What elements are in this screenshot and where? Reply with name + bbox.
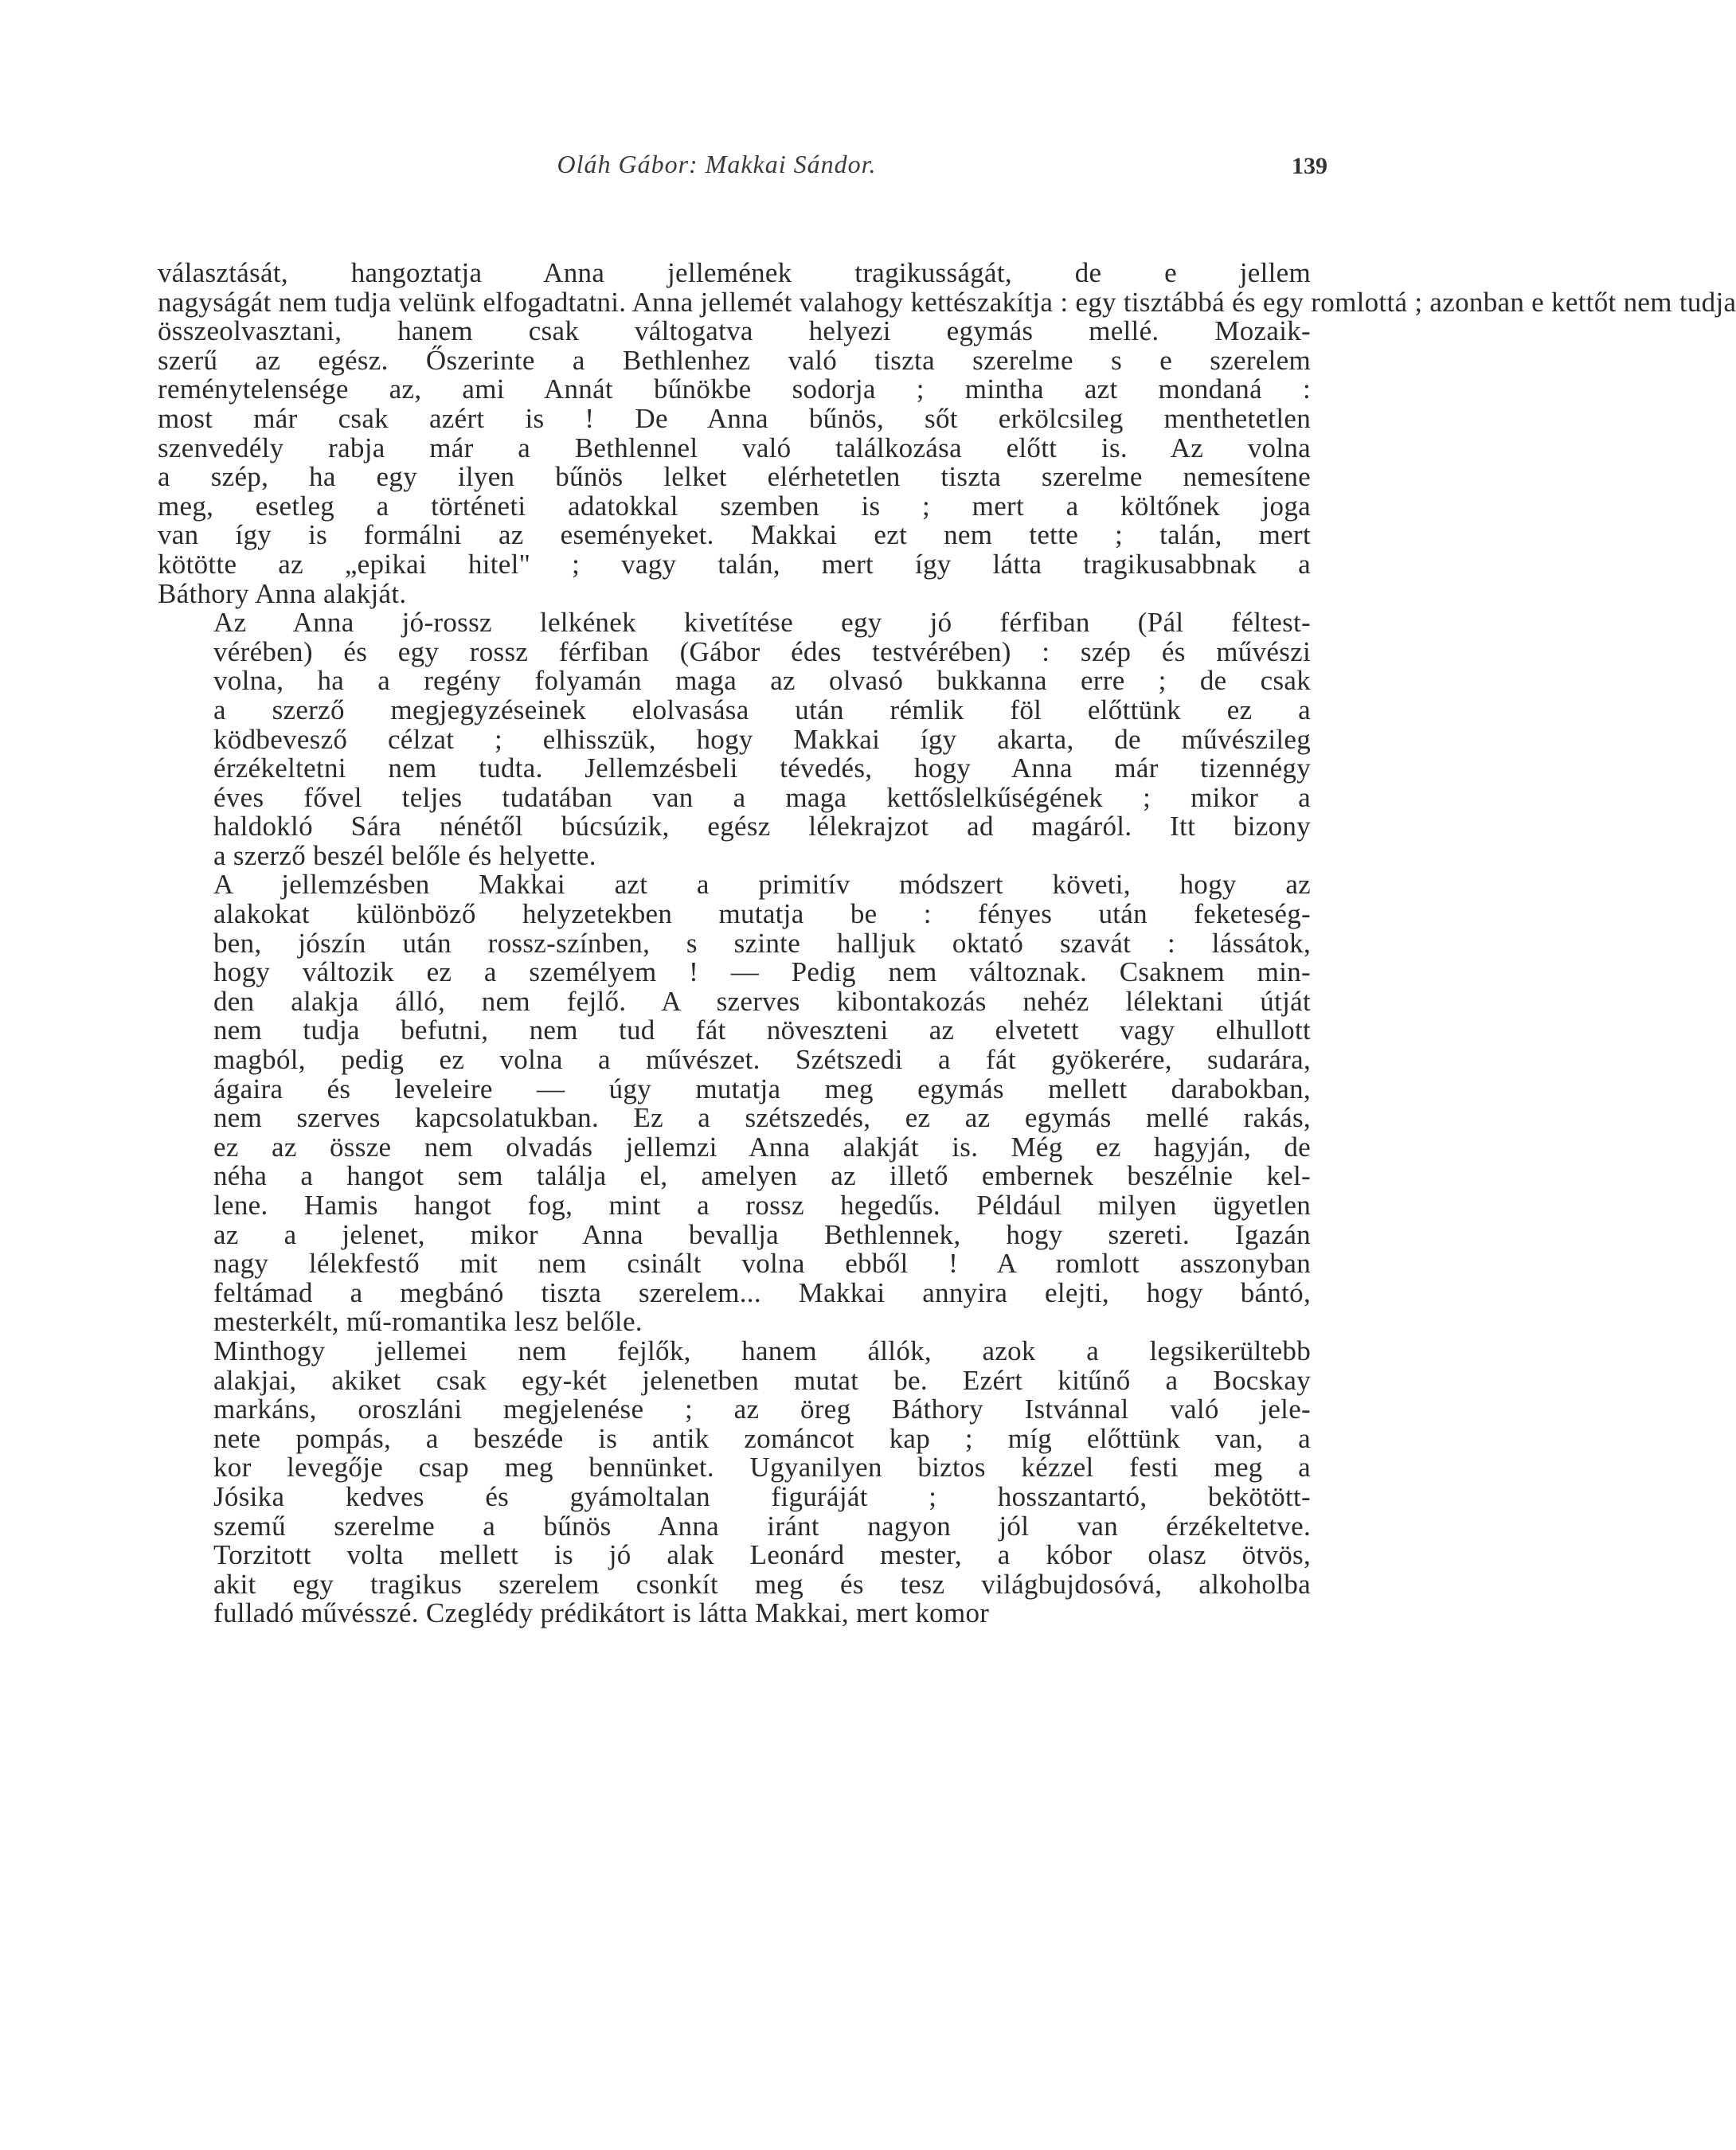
text-line: magból, pedig ez volna a művészet. Szétszedi a fát gyökerére, sudarára, (213, 1044, 1311, 1076)
text-line: alakokat különböző helyzetekben mutatja be : fényes után feketeség- (213, 898, 1311, 930)
text-line: lene. Hamis hangot fog, mint a rossz hegedűs. Például milyen ügyetlen (213, 1190, 1311, 1221)
text-line: a szerző megjegyzéseinek elolvasása után rémlik föl előttünk ez a (213, 694, 1311, 725)
text-line: érzékeltetni nem tudta. Jellemzésbeli tévedés, hogy Anna már tizennégy (213, 752, 1311, 784)
running-title: Oláh Gábor: Makkai Sándor. (557, 150, 877, 178)
text-line: a szerző beszél belőle és helyette. (213, 839, 596, 871)
text-line: választását, hangoztatja Anna jellemének tragikusságát, de e jellem (158, 257, 1311, 288)
body-text (158, 257, 1736, 1629)
text-line: most már csak azért is ! De Anna bűnös, sőt erkölcsileg menthetetlen (158, 402, 1311, 434)
text-line: markáns, oroszláni megjelenése ; az öreg Báthory Istvánnal való jele- (213, 1394, 1311, 1425)
paragraph (158, 608, 1311, 870)
text-line: kötötte az „epikai hitel" ; vagy talán, mert így látta tragikusabbnak a (158, 548, 1311, 580)
text-line: alakjai, akiket csak egy-két jelenetben mutat be. Ezért kitűnő a Bocskay (213, 1364, 1311, 1396)
text-line: den alakja álló, nem fejlő. A szerves kibontakozás nehéz lélektani útját (213, 985, 1311, 1017)
text-line: nete pompás, a beszéde is antik zománcot kap ; míg előttünk van, a (213, 1422, 1311, 1454)
text-line: A jellemzésben Makkai azt a primitív módszert követi, hogy az (213, 869, 1311, 901)
text-line: feltámad a megbánó tiszta szerelem... Makkai annyira elejti, hogy bántó, (213, 1276, 1311, 1308)
text-line: a szép, ha egy ilyen bűnös lelket elérhetetlen tiszta szerelme nemesítene (158, 461, 1311, 493)
text-line: összeolvasztani, hanem csak váltogatva helyezi egymás mellé. Mozaik- (158, 315, 1311, 347)
text-line: Jósika kedves és gyámoltalan figuráját ; hosszantartó, bekötött- (213, 1480, 1311, 1512)
running-head (0, 150, 1433, 190)
text-line: az a jelenet, mikor Anna bevallja Bethlennek, hogy szereti. Igazán (213, 1218, 1311, 1250)
text-line: Az Anna jó-rossz lelkének kivetítése egy jó férfiban (Pál féltest- (213, 607, 1311, 639)
paragraph (158, 870, 1311, 1337)
text-line: mesterkélt, mű-romantika lesz belőle. (213, 1306, 643, 1338)
text-line: szerű az egész. Őszerinte a Bethlenhez való tiszta szerelme s e szerelem (158, 344, 1311, 376)
text-line: kor levegője csap meg bennünket. Ugyanilyen biztos kézzel festi meg a (213, 1452, 1311, 1484)
text-line: vérében) és egy rossz férfiban (Gábor édes testvérében) : szép és művészi (213, 635, 1311, 667)
text-line: van így is formálni az eseményeket. Makkai ezt nem tette ; talán, mert (158, 519, 1311, 551)
text-line: néha a hangot sem találja el, amelyen az illető embernek beszélnie kel- (213, 1160, 1311, 1192)
text-line: fulladó művésszé. Czeglédy prédikátort is látta Makkai, mert komor (213, 1597, 990, 1629)
text-line: nem szerves kapcsolatukban. Ez a szétszedés, ez az egymás mellé rakás, (213, 1102, 1311, 1134)
text-line: nagyságát nem tudja velünk elfogadtatni. Anna jellemét valahogy kettészakítja : egy tisztábbá és egy romlottá ; azonban e kettőt nem tudja (158, 286, 1736, 318)
text-line: Báthory Anna alakját. (158, 577, 407, 609)
text-line: Torzitott volta mellett is jó alak Leonárd mester, a kóbor olasz ötvös, (213, 1539, 1311, 1571)
text-line: ez az össze nem olvadás jellemzi Anna alakját is. Még ez hagyján, de (213, 1131, 1311, 1163)
text-line: nagy lélekfestő mit nem csinált volna ebből ! A romlott asszonyban (213, 1248, 1311, 1280)
text-line: ködbevesző célzat ; elhisszük, hogy Makkai így akarta, de művészileg (213, 723, 1311, 755)
text-line: reménytelensége az, ami Annát bűnökbe sodorja ; mintha azt mondaná : (158, 373, 1311, 405)
text-line: ágaira és leveleire — úgy mutatja meg egymás mellett darabokban, (213, 1073, 1311, 1104)
text-line: éves fővel teljes tudatában van a maga kettőslelkűségének ; mikor a (213, 781, 1311, 813)
text-line: Minthogy jellemei nem fejlők, hanem állók, azok a legsikerültebb (213, 1335, 1311, 1366)
text-line: haldokló Sára nénétől búcsúzik, egész lélekrajzot ad magáról. Itt bizony (213, 811, 1311, 842)
text-line: volna, ha a regény folyamán maga az olvasó bukkanna erre ; de csak (213, 665, 1311, 697)
text-line: meg, esetleg a történeti adatokkal szemben is ; mert a költőnek joga (158, 490, 1311, 522)
text-line: ben, jószín után rossz-színben, s szinte halljuk oktató szavát : lássátok, (213, 927, 1311, 959)
text-line: szenvedély rabja már a Bethlennel való találkozása előtt is. Az volna (158, 432, 1311, 463)
text-line: szemű szerelme a bűnös Anna iránt nagyon jól van érzékeltetve. (213, 1510, 1311, 1542)
text-line: hogy változik ez a személyem ! — Pedig nem változnak. Csaknem min- (213, 956, 1311, 988)
text-line: akit egy tragikus szerelem csonkít meg és tesz világbujdosóvá, alkoholba (213, 1568, 1311, 1600)
text-line: nem tudja befutni, nem tud fát növeszteni az elvetett vagy elhullott (213, 1014, 1311, 1046)
paragraph (158, 257, 1736, 609)
page-number: 139 (1292, 153, 1327, 179)
paragraph (158, 1337, 1311, 1628)
